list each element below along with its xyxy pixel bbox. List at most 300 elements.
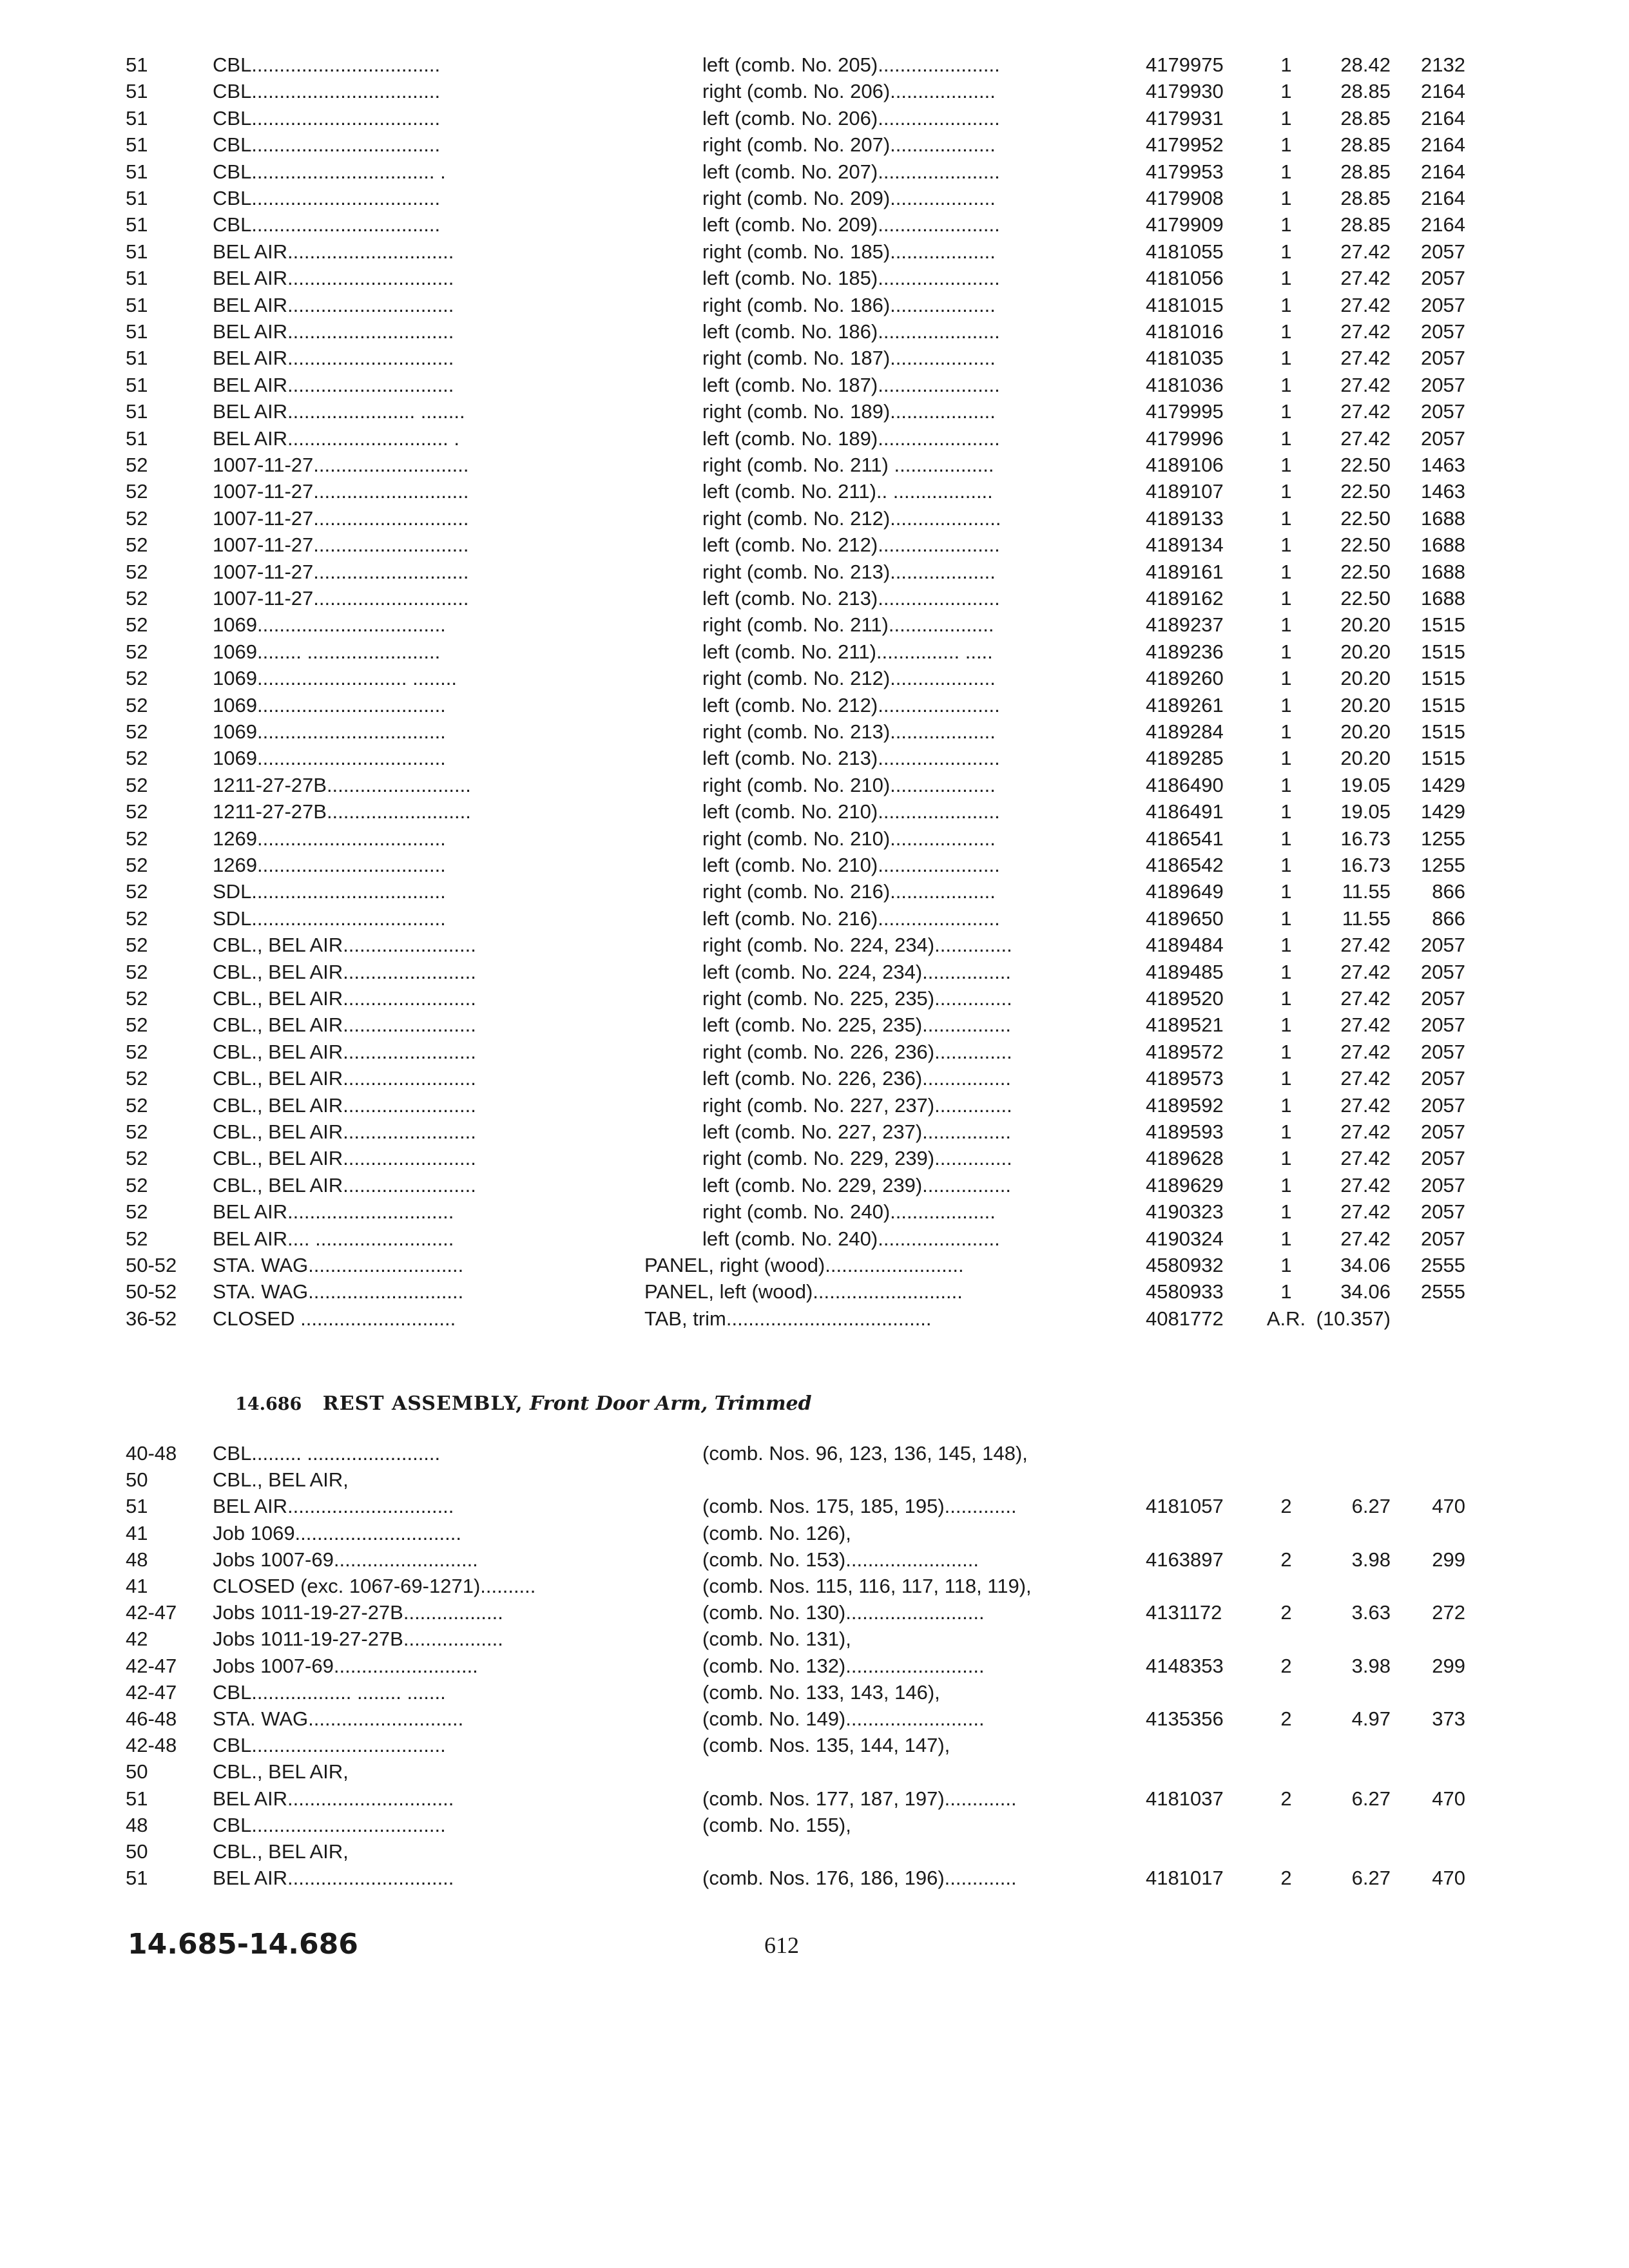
row-model: 1211-27-27B.......................... (213, 800, 471, 823)
row-price: 11.55 (1342, 880, 1391, 903)
table-row (0, 1145, 1629, 1171)
row-model: CBL., BEL AIR........................ (213, 934, 476, 957)
row-model: CBL., BEL AIR........................ (213, 1173, 476, 1196)
row-price: 27.42 (1340, 1067, 1391, 1090)
row-year: 50 (126, 1468, 148, 1492)
row-description: (comb. No. 149)......................... (702, 1707, 985, 1730)
row-price: 11.55 (1342, 907, 1391, 930)
row-quantity: 1 (1280, 827, 1292, 850)
row-price: 28.85 (1340, 187, 1391, 209)
row-code: 2057 (1421, 1227, 1465, 1250)
row-code: 2057 (1421, 1200, 1465, 1224)
table-row (0, 318, 1629, 345)
row-description: left (comb. No. 227, 237)................ (702, 1120, 1011, 1143)
row-year: 52 (126, 667, 148, 690)
row-model: BEL AIR.............................. (213, 320, 454, 343)
row-code: 1463 (1421, 480, 1465, 503)
row-code: 2057 (1421, 1040, 1465, 1063)
row-price: 28.85 (1340, 213, 1391, 236)
row-year: 52 (126, 1173, 148, 1196)
row-year: 51 (126, 427, 148, 450)
row-year: 52 (126, 640, 148, 663)
row-description: left (comb. No. 186)...................... (702, 320, 1000, 343)
table-row (0, 1865, 1629, 1891)
table-row (0, 932, 1629, 958)
row-description: right (comb. No. 227, 237).............. (702, 1093, 1012, 1117)
row-price: 27.42 (1340, 1173, 1391, 1196)
row-part-number: 4179930 (1146, 80, 1224, 103)
row-model: Jobs 1007-69.......................... (213, 1548, 478, 1571)
row-description: left (comb. No. 213)...................... (702, 587, 1000, 610)
row-code: 1515 (1421, 667, 1465, 690)
row-description: left (comb. No. 224, 234)................ (702, 960, 1011, 983)
row-model: BEL AIR.............................. (213, 293, 454, 316)
row-quantity: 1 (1280, 880, 1292, 903)
row-part-number: 4189285 (1146, 747, 1224, 770)
row-year: 52 (126, 1120, 148, 1143)
row-part-number: 4189521 (1146, 1014, 1224, 1037)
row-model: CBL................................... (213, 1734, 446, 1757)
row-quantity: 1 (1280, 373, 1292, 396)
row-price: 6.27 (1351, 1495, 1391, 1518)
table-row (0, 1092, 1629, 1119)
table-row (0, 1812, 1629, 1838)
row-quantity: 1 (1280, 506, 1292, 530)
row-quantity: 1 (1280, 1040, 1292, 1063)
table-row (0, 1546, 1629, 1573)
row-year: 41 (126, 1575, 148, 1597)
row-year: 52 (126, 720, 148, 743)
row-description: left (comb. No. 240)...................... (702, 1227, 1000, 1250)
table-row (0, 1440, 1629, 1466)
row-code: 2555 (1421, 1280, 1465, 1303)
row-quantity: 1 (1280, 160, 1292, 183)
table-row (0, 1626, 1629, 1652)
row-part-number: 4189572 (1146, 1040, 1224, 1063)
row-quantity: 1 (1280, 693, 1292, 716)
row-year: 51 (126, 373, 148, 396)
row-code: 1515 (1421, 613, 1465, 637)
row-model: 1007-11-27............................ (213, 587, 469, 610)
row-model: CBL., BEL AIR, (213, 1760, 349, 1783)
row-year: 51 (126, 106, 148, 130)
row-model: BEL AIR.............................. (213, 1867, 454, 1890)
row-part-number: 4189106 (1146, 454, 1224, 476)
row-description: right (comb. No. 186)................... (702, 293, 996, 316)
row-year: 52 (126, 880, 148, 903)
row-description: TAB, trim..................................... (644, 1307, 932, 1330)
row-price: 20.20 (1340, 613, 1391, 637)
row-model: 1069.................................. (213, 613, 446, 637)
row-code: 2057 (1421, 1067, 1465, 1090)
table-row (0, 1012, 1629, 1038)
table-row (0, 532, 1629, 558)
row-part-number: 4181035 (1146, 347, 1224, 370)
row-year: 52 (126, 1227, 148, 1250)
row-part-number: 4179952 (1146, 133, 1224, 157)
row-part-number: 4186491 (1146, 800, 1224, 823)
row-code: 2057 (1421, 267, 1465, 290)
row-part-number: 4189261 (1146, 693, 1224, 716)
table-row (0, 639, 1629, 665)
row-part-number: 4189161 (1146, 560, 1224, 583)
row-quantity: 1 (1280, 960, 1292, 983)
row-code: 2164 (1421, 213, 1465, 236)
row-year: 51 (126, 187, 148, 209)
row-part-number: 4189650 (1146, 907, 1224, 930)
row-price: 22.50 (1340, 454, 1391, 476)
row-quantity: 1 (1280, 213, 1292, 236)
table-row (0, 745, 1629, 771)
row-description: right (comb. No. 240)................... (702, 1200, 996, 1224)
row-year: 51 (126, 267, 148, 290)
row-price: 28.85 (1340, 133, 1391, 157)
row-quantity: 1 (1280, 987, 1292, 1010)
row-code: 2057 (1421, 320, 1465, 343)
table-row (0, 185, 1629, 211)
table-row (0, 878, 1629, 905)
row-code: 2132 (1421, 53, 1465, 76)
table-row (0, 1493, 1629, 1519)
row-year: 42-47 (126, 1601, 177, 1624)
row-price: 20.20 (1340, 667, 1391, 690)
row-description: (comb. No. 126), (702, 1521, 851, 1544)
row-model: SDL................................... (213, 907, 446, 930)
table-row (0, 1732, 1629, 1758)
row-year: 42-47 (126, 1680, 177, 1704)
row-quantity: 1 (1280, 533, 1292, 557)
row-model: CLOSED ............................ (213, 1307, 456, 1330)
row-model: BEL AIR.... ......................... (213, 1227, 454, 1250)
row-model: Jobs 1011-19-27-27B.................. (213, 1601, 503, 1624)
row-quantity: 1 (1280, 427, 1292, 450)
row-price: 4.97 (1351, 1707, 1391, 1730)
row-quantity: 1 (1280, 267, 1292, 290)
table-row (0, 1599, 1629, 1626)
row-part-number: 4181016 (1146, 320, 1224, 343)
row-price: 27.42 (1340, 320, 1391, 343)
row-year: 51 (126, 240, 148, 263)
table-row (0, 211, 1629, 238)
row-description: left (comb. No. 189)...................... (702, 427, 1000, 450)
row-year: 36-52 (126, 1307, 177, 1330)
row-part-number: 4186541 (1146, 827, 1224, 850)
table-row (0, 1838, 1629, 1865)
row-code: 470 (1432, 1495, 1465, 1518)
row-part-number: 4179931 (1146, 106, 1224, 130)
row-description: left (comb. No. 225, 235)................ (702, 1014, 1011, 1037)
table-row (0, 772, 1629, 798)
row-description: right (comb. No. 216)................... (702, 880, 996, 903)
row-part-number: 4189485 (1146, 960, 1224, 983)
row-model: CBL., BEL AIR........................ (213, 1040, 476, 1063)
row-description: left (comb. No. 210)...................... (702, 800, 1000, 823)
row-year: 51 (126, 293, 148, 316)
row-model: CBL., BEL AIR........................ (213, 1120, 476, 1143)
row-price: 27.42 (1340, 934, 1391, 957)
row-part-number: 4163897 (1146, 1548, 1224, 1571)
row-code: 2164 (1421, 80, 1465, 103)
row-description: right (comb. No. 211) .................. (702, 454, 994, 476)
row-model: 1069.................................. (213, 720, 446, 743)
row-year: 46-48 (126, 1707, 177, 1730)
row-price: 22.50 (1340, 480, 1391, 503)
table-row (0, 1119, 1629, 1145)
row-quantity: 1 (1280, 400, 1292, 423)
row-part-number: 4181057 (1146, 1495, 1224, 1518)
row-code: 2057 (1421, 293, 1465, 316)
row-code: 2057 (1421, 400, 1465, 423)
row-price: 27.42 (1340, 240, 1391, 263)
row-description: (comb. No. 155), (702, 1813, 851, 1836)
row-description: right (comb. No. 226, 236).............. (702, 1040, 1012, 1063)
row-description: right (comb. No. 206)................... (702, 80, 996, 103)
row-quantity: 2 (1280, 1495, 1292, 1518)
row-description: right (comb. No. 207)................... (702, 133, 996, 157)
row-price: 22.50 (1340, 533, 1391, 557)
row-description: left (comb. No. 209)...................... (702, 213, 1000, 236)
row-model: BEL AIR.............................. (213, 373, 454, 396)
row-code: 866 (1432, 907, 1465, 930)
row-price: 28.85 (1340, 80, 1391, 103)
row-year: 52 (126, 773, 148, 796)
section-title-text: REST ASSEMBLY, (322, 1392, 523, 1415)
row-price: 27.42 (1340, 1120, 1391, 1143)
row-part-number: 4181015 (1146, 293, 1224, 316)
row-year: 42-48 (126, 1734, 177, 1757)
row-code: 2057 (1421, 934, 1465, 957)
row-description: (comb. No. 153)........................ (702, 1548, 979, 1571)
row-code: 2057 (1421, 347, 1465, 370)
row-code: 373 (1432, 1707, 1465, 1730)
row-quantity: 1 (1280, 587, 1292, 610)
row-code: 1429 (1421, 800, 1465, 823)
row-part-number: 4181037 (1146, 1787, 1224, 1810)
row-year: 40-48 (126, 1442, 177, 1465)
row-year: 42 (126, 1628, 148, 1651)
row-price: 20.20 (1340, 720, 1391, 743)
row-quantity: 1 (1280, 640, 1292, 663)
table-row (0, 1706, 1629, 1732)
row-model: 1069........................... ........ (213, 667, 458, 690)
row-part-number: 4179995 (1146, 400, 1224, 423)
row-description: right (comb. No. 210)................... (702, 827, 996, 850)
row-part-number: 4189593 (1146, 1120, 1224, 1143)
row-model: Job 1069.............................. (213, 1521, 461, 1544)
row-model: BEL AIR....................... ........ (213, 400, 465, 423)
row-year: 52 (126, 907, 148, 930)
row-year: 42-47 (126, 1654, 177, 1677)
row-description: right (comb. No. 212).................... (702, 506, 1001, 530)
table-row (0, 372, 1629, 398)
row-code: 2057 (1421, 1014, 1465, 1037)
row-description: (comb. No. 132)......................... (702, 1654, 985, 1677)
row-year: 50-52 (126, 1254, 177, 1276)
row-quantity: 2 (1280, 1707, 1292, 1730)
row-model: 1069.................................. (213, 747, 446, 770)
row-description: right (comb. No. 211)................... (702, 613, 994, 637)
row-quantity: 1 (1280, 320, 1292, 343)
table-row (0, 52, 1629, 78)
row-quantity: 1 (1280, 1093, 1292, 1117)
row-code: 2057 (1421, 240, 1465, 263)
table-row (0, 292, 1629, 318)
table-row (0, 985, 1629, 1012)
row-code: 299 (1432, 1654, 1465, 1677)
row-model: 1007-11-27............................ (213, 454, 469, 476)
table-row (0, 905, 1629, 932)
row-model: Jobs 1007-69.......................... (213, 1654, 478, 1677)
row-code: 299 (1432, 1548, 1465, 1571)
row-year: 50 (126, 1840, 148, 1863)
row-year: 52 (126, 1040, 148, 1063)
row-description: right (comb. No. 225, 235).............. (702, 987, 1012, 1010)
row-quantity: 1 (1280, 80, 1292, 103)
row-quantity: 1 (1280, 347, 1292, 370)
footer-page-number: 612 (764, 1932, 799, 1958)
row-quantity: 1 (1280, 800, 1292, 823)
table-row (0, 959, 1629, 985)
row-description: right (comb. No. 209)................... (702, 187, 996, 209)
row-price: 34.06 (1340, 1254, 1391, 1276)
row-year: 51 (126, 1495, 148, 1518)
row-description: (comb. Nos. 115, 116, 117, 118, 119), (702, 1575, 1032, 1597)
table-row (0, 1785, 1629, 1812)
row-part-number: 4148353 (1146, 1654, 1224, 1677)
row-quantity: 1 (1280, 293, 1292, 316)
row-price: 6.27 (1351, 1787, 1391, 1810)
table-row (0, 1039, 1629, 1065)
row-quantity: 1 (1280, 1120, 1292, 1143)
row-part-number: 4189628 (1146, 1147, 1224, 1170)
row-model: BEL AIR.............................. (213, 1787, 454, 1810)
table-row (0, 559, 1629, 585)
row-code: 2164 (1421, 106, 1465, 130)
row-price: 27.42 (1340, 400, 1391, 423)
row-description: left (comb. No. 187)...................... (702, 373, 1000, 396)
row-price: 28.85 (1340, 106, 1391, 130)
row-model: CBL......... ........................ (213, 1442, 441, 1465)
row-model: CBL.................................. (213, 213, 441, 236)
row-description: left (comb. No. 206)...................... (702, 106, 1000, 130)
row-code: 1429 (1421, 773, 1465, 796)
row-code: 2164 (1421, 133, 1465, 157)
row-description: left (comb. No. 226, 236)................ (702, 1067, 1011, 1090)
row-part-number: 4181056 (1146, 267, 1224, 290)
row-code: 1688 (1421, 533, 1465, 557)
row-part-number: 4179953 (1146, 160, 1224, 183)
table-row (0, 1252, 1629, 1278)
row-part-number: 4580932 (1146, 1254, 1224, 1276)
row-price: 19.05 (1340, 773, 1391, 796)
row-code: 2555 (1421, 1254, 1465, 1276)
row-description: right (comb. No. 187)................... (702, 347, 996, 370)
row-model: CBL.................................. (213, 53, 441, 76)
table-row (0, 452, 1629, 478)
row-price: 27.42 (1340, 347, 1391, 370)
row-price: 16.73 (1340, 827, 1391, 850)
row-code: 2057 (1421, 1093, 1465, 1117)
row-code: 2057 (1421, 373, 1465, 396)
row-price: 22.50 (1340, 560, 1391, 583)
table-row (0, 505, 1629, 532)
row-part-number: 4189649 (1146, 880, 1224, 903)
row-part-number: 4189236 (1146, 640, 1224, 663)
row-quantity: 1 (1280, 1280, 1292, 1303)
row-model: 1211-27-27B.......................... (213, 773, 471, 796)
row-description: (comb. Nos. 135, 144, 147), (702, 1734, 950, 1757)
row-description: left (comb. No. 212)...................... (702, 533, 1000, 557)
row-quantity: 1 (1280, 613, 1292, 637)
row-description: left (comb. No. 213)...................... (702, 747, 1000, 770)
row-model: CBL.................................. (213, 106, 441, 130)
row-price: 20.20 (1340, 693, 1391, 716)
row-model: BEL AIR.............................. (213, 1200, 454, 1224)
row-part-number: 4186490 (1146, 773, 1224, 796)
table-row (0, 692, 1629, 718)
row-model: CBL., BEL AIR........................ (213, 960, 476, 983)
row-model: 1007-11-27............................ (213, 560, 469, 583)
row-price: 27.42 (1340, 1147, 1391, 1170)
row-part-number: 4181036 (1146, 373, 1224, 396)
footer-section-range: 14.685-14.686 (128, 1928, 358, 1961)
table-row (0, 1653, 1629, 1679)
row-price: 3.98 (1351, 1548, 1391, 1571)
row-description: right (comb. No. 212)................... (702, 667, 996, 690)
row-description: PANEL, right (wood)......................... (644, 1254, 964, 1276)
table-row (0, 131, 1629, 158)
row-model: STA. WAG............................ (213, 1280, 464, 1303)
table-row (0, 825, 1629, 852)
row-model: BEL AIR.............................. (213, 1495, 454, 1518)
row-year: 52 (126, 747, 148, 770)
row-code: 2057 (1421, 960, 1465, 983)
row-quantity: 1 (1280, 1067, 1292, 1090)
row-code: 1255 (1421, 854, 1465, 876)
row-code: 2164 (1421, 187, 1465, 209)
row-description: (comb. Nos. 176, 186, 196)............. (702, 1867, 1017, 1890)
row-year: 52 (126, 1093, 148, 1117)
row-quantity: 1 (1280, 854, 1292, 876)
row-part-number: 4181017 (1146, 1867, 1224, 1890)
row-description: left (comb. No. 210)...................... (702, 854, 1000, 876)
row-year: 51 (126, 347, 148, 370)
row-quantity: 1 (1280, 187, 1292, 209)
row-year: 52 (126, 1014, 148, 1037)
row-quantity: 2 (1280, 1867, 1292, 1890)
row-model: 1269.................................. (213, 854, 446, 876)
row-description: left (comb. No. 216)...................... (702, 907, 1000, 930)
row-quantity: 1 (1280, 1227, 1292, 1250)
row-code: 866 (1432, 880, 1465, 903)
row-model: CBL., BEL AIR........................ (213, 987, 476, 1010)
row-description: left (comb. No. 212)...................... (702, 693, 1000, 716)
row-quantity: 1 (1280, 747, 1292, 770)
row-quantity: 1 (1280, 1200, 1292, 1224)
table-row (0, 798, 1629, 825)
row-price: 34.06 (1340, 1280, 1391, 1303)
row-description: right (comb. No. 189)................... (702, 400, 996, 423)
row-part-number: 4189134 (1146, 533, 1224, 557)
row-part-number: 4189162 (1146, 587, 1224, 610)
table-row (0, 345, 1629, 371)
row-model: CBL................................... (213, 1813, 446, 1836)
row-year: 52 (126, 1147, 148, 1170)
row-year: 51 (126, 320, 148, 343)
row-price: 3.98 (1351, 1654, 1391, 1677)
row-year: 51 (126, 160, 148, 183)
row-part-number: 4189592 (1146, 1093, 1224, 1117)
